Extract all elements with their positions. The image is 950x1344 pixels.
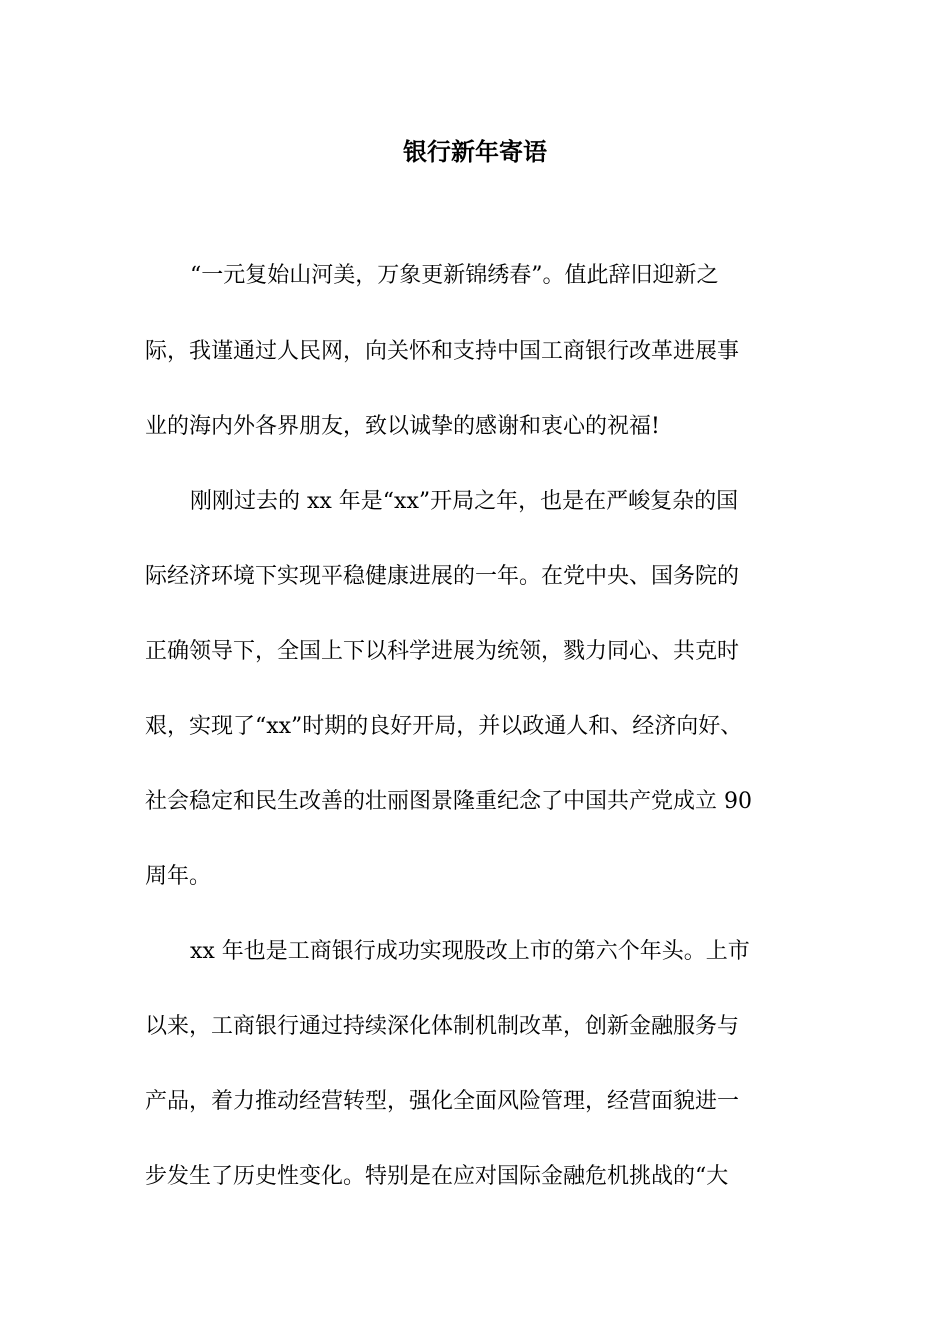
paragraph-2-line-2: 际经济环境下实现平稳健康进展的一年。在党中央、国务院的 — [145, 564, 740, 589]
paragraph-1-line-3: 业的海内外各界朋友，致以诚挚的感谢和衷心的祝福! — [145, 414, 660, 439]
paragraph-1-line-1: “一元复始山河美，万象更新锦绣春”。值此辞旧迎新之 — [190, 263, 719, 288]
paragraph-2-line-4: 艰，实现了“xx”时期的良好开局，并以政通人和、经济向好、 — [145, 714, 743, 739]
paragraph-2-line-1: 刚刚过去的 xx 年是“xx”开局之年，也是在严峻复杂的国 — [190, 489, 739, 514]
paragraph-3-line-2: 以来，工商银行通过持续深化体制机制改革，创新金融服务与 — [145, 1014, 740, 1039]
paragraph-3-line-1: xx 年也是工商银行成功实现股改上市的第六个年头。上市 — [190, 939, 750, 964]
paragraph-2-line-3: 正确领导下，全国上下以科学进展为统领，戮力同心、共克时 — [145, 639, 740, 664]
paragraph-3-line-4: 步发生了历史性变化。特别是在应对国际金融危机挑战的“大 — [145, 1164, 729, 1189]
document-title: 银行新年寄语 — [403, 138, 547, 166]
paragraph-3-line-3: 产品，着力推动经营转型，强化全面风险管理，经营面貌进一 — [145, 1089, 740, 1114]
paragraph-1-line-2: 际，我谨通过人民网，向关怀和支持中国工商银行改革进展事 — [145, 339, 740, 364]
paragraph-2-line-6: 周年。 — [145, 864, 212, 889]
paragraph-2-line-5: 社会稳定和民生改善的壮丽图景隆重纪念了中国共产党成立 90 — [145, 789, 752, 814]
